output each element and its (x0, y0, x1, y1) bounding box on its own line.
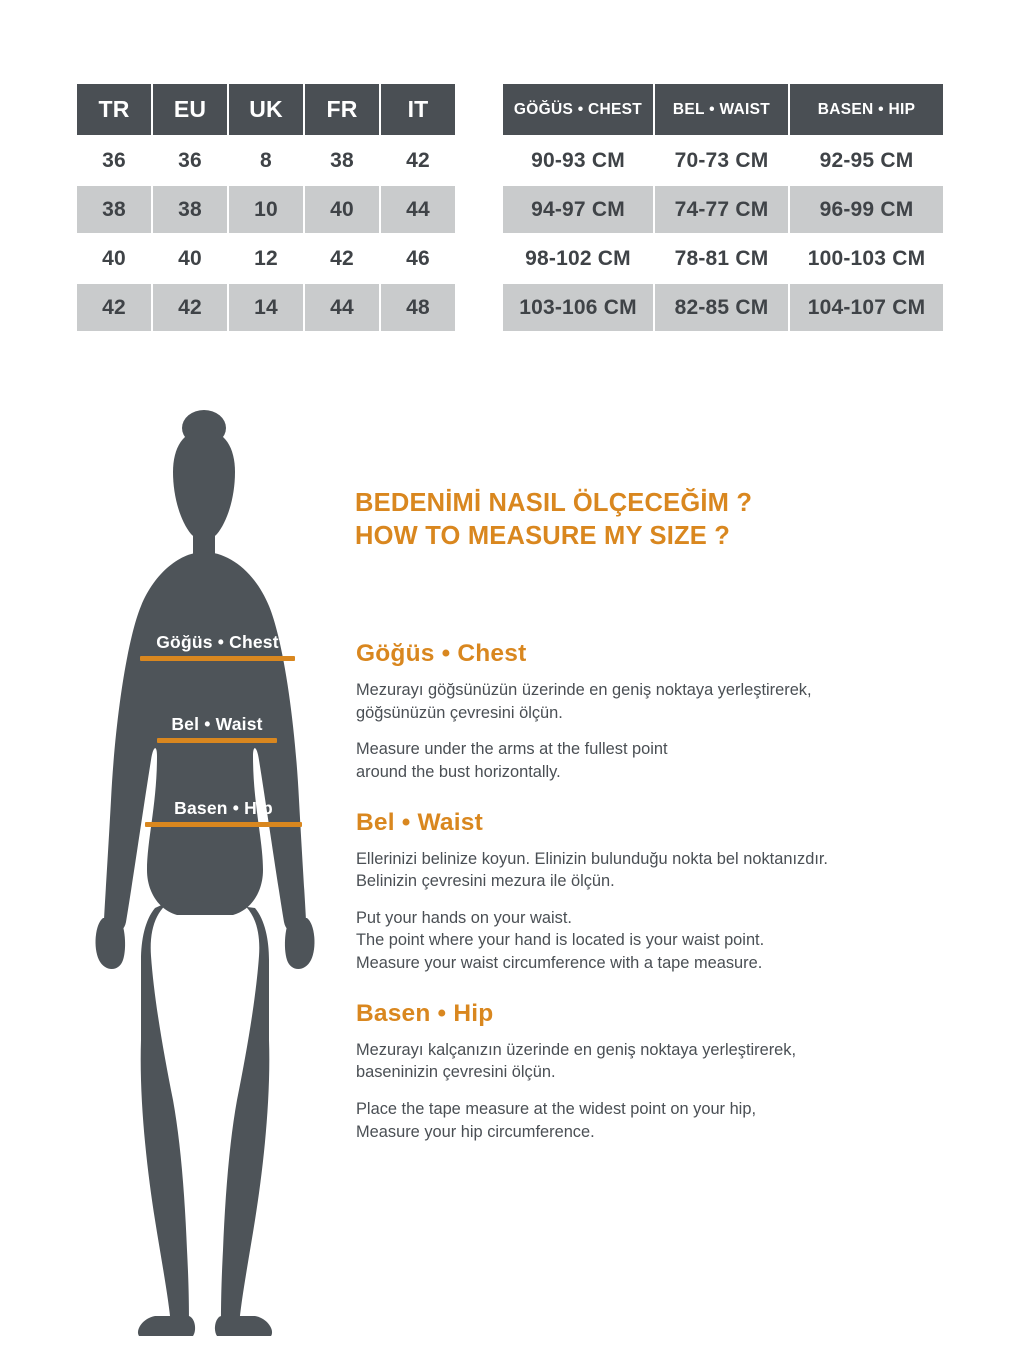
measure-instructions (356, 640, 966, 1168)
column-header-uk: UK (229, 84, 303, 135)
figure-label-waist (157, 714, 277, 743)
cell-waist: 70-73 CM (655, 137, 788, 184)
cell-eu: 38 (153, 186, 227, 233)
figure-label-hip-text: Basen • Hip (174, 798, 273, 818)
table-row (77, 137, 455, 184)
figure-label-chest (140, 632, 295, 661)
table-row (77, 235, 455, 282)
size-charts (0, 82, 1020, 333)
cell-chest: 90-93 CM (503, 137, 653, 184)
cell-waist: 82-85 CM (655, 284, 788, 331)
cell-eu: 40 (153, 235, 227, 282)
cell-hip: 96-99 CM (790, 186, 943, 233)
column-header-tr: TR (77, 84, 151, 135)
cell-tr: 36 (77, 137, 151, 184)
chest-measure-line (140, 656, 295, 661)
instruction-waist-tr: Ellerinizi belinize koyun. Elinizin bulunduğu nokta bel noktanızdır. Belinizin çevresini mezura ile ölçün. (356, 849, 828, 891)
table-row (77, 284, 455, 331)
page-title-en: HOW TO MEASURE MY SIZE ? (355, 521, 731, 550)
instruction-chest-tr: Mezurayı göğsünüzün üzerinde en geniş noktaya yerleştirerek, göğsünüzün çevresini ölçün. (356, 681, 812, 722)
table-header-row (77, 84, 455, 135)
hip-measure-line (145, 822, 302, 827)
column-header-waist: BEL • WAIST (655, 84, 788, 135)
instruction-waist-en: Put your hands on your waist. The point where your hand is located is your waist point. Measure your waist circumference with a tape measure. (356, 908, 765, 973)
table-row (503, 235, 943, 282)
instruction-chest (356, 640, 966, 784)
column-header-eu: EU (153, 84, 227, 135)
silhouette-icon (85, 400, 345, 1340)
column-header-chest: GÖĞÜS • CHEST (503, 84, 653, 135)
cell-fr: 44 (305, 284, 379, 331)
cell-uk: 14 (229, 284, 303, 331)
cell-it: 46 (381, 235, 455, 282)
column-header-hip: BASEN • HIP (790, 84, 943, 135)
table-row (503, 186, 943, 233)
instruction-chest-en: Measure under the arms at the fullest point around the bust horizontally. (356, 740, 668, 781)
cell-fr: 40 (305, 186, 379, 233)
page-title (355, 487, 752, 552)
cell-it: 44 (381, 186, 455, 233)
size-conversion-table (75, 82, 457, 333)
instruction-chest-heading: Göğüs • Chest (356, 640, 527, 667)
figure-label-chest-text: Göğüs • Chest (156, 632, 279, 652)
cell-uk: 12 (229, 235, 303, 282)
cell-hip: 92-95 CM (790, 137, 943, 184)
instruction-hip (356, 1000, 966, 1144)
instruction-waist (356, 809, 966, 975)
cell-waist: 78-81 CM (655, 235, 788, 282)
table-row (503, 284, 943, 331)
column-header-fr: FR (305, 84, 379, 135)
instruction-hip-en: Place the tape measure at the widest point on your hip, Measure your hip circumference. (356, 1100, 756, 1141)
cell-eu: 42 (153, 284, 227, 331)
figure-label-hip (145, 798, 302, 827)
cell-chest: 98-102 CM (503, 235, 653, 282)
cell-chest: 103-106 CM (503, 284, 653, 331)
cell-waist: 74-77 CM (655, 186, 788, 233)
cell-uk: 10 (229, 186, 303, 233)
instruction-waist-heading: Bel • Waist (356, 808, 483, 836)
waist-measure-line (157, 738, 277, 743)
instruction-hip-tr: Mezurayı kalçanızın üzerinde en geniş noktaya yerleştirerek, baseninizin çevresini ölçün. (356, 1040, 797, 1082)
cell-chest: 94-97 CM (503, 186, 653, 233)
cell-tr: 38 (77, 186, 151, 233)
cell-it: 48 (381, 284, 455, 331)
female-body-silhouette (85, 400, 345, 1340)
cell-hip: 104-107 CM (790, 284, 943, 331)
cell-eu: 36 (153, 137, 227, 184)
cell-tr: 42 (77, 284, 151, 331)
table-row (503, 137, 943, 184)
figure-label-waist-text: Bel • Waist (171, 714, 263, 734)
cell-fr: 42 (305, 235, 379, 282)
cell-hip: 100-103 CM (790, 235, 943, 282)
cell-uk: 8 (229, 137, 303, 184)
column-header-it: IT (381, 84, 455, 135)
body-measurements-table (501, 82, 945, 333)
table-row (77, 186, 455, 233)
cell-tr: 40 (77, 235, 151, 282)
cell-it: 42 (381, 137, 455, 184)
cell-fr: 38 (305, 137, 379, 184)
instruction-hip-heading: Basen • Hip (356, 999, 494, 1027)
page-title-tr: BEDENİMİ NASIL ÖLÇECEĞİM ? (355, 489, 753, 517)
table-header-row (503, 84, 943, 135)
